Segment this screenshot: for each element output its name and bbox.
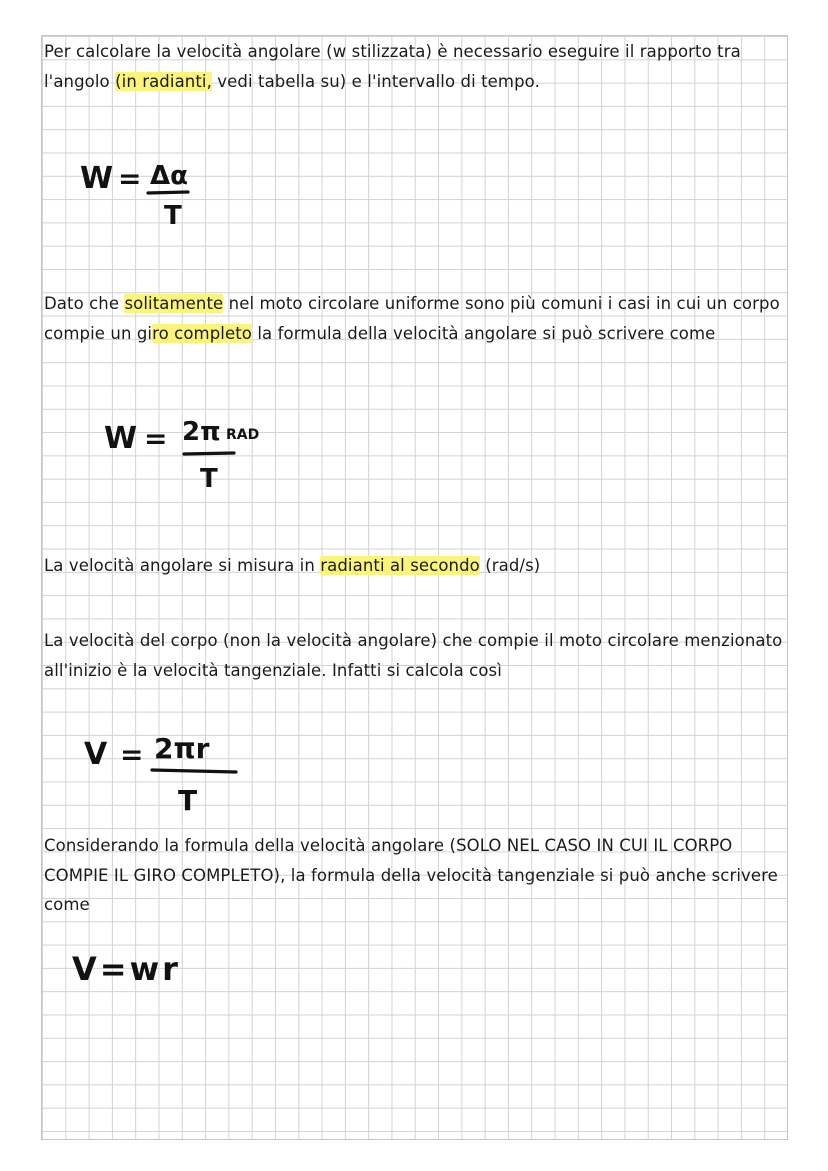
- para4-text: La velocità del corpo (non la velocità angolare) che compie il moto circolare menzionato all'inizio è la velocità tangenziale. Infatti si calcola così: [44, 631, 783, 680]
- f2-fraction-bar: [184, 453, 234, 454]
- f1-equals: =: [118, 162, 142, 195]
- f2-lhs: W: [104, 421, 138, 456]
- f3-numerator: 2πr: [154, 732, 210, 765]
- formula-v-equals-wr: [72, 945, 232, 999]
- f1-numerator: Δα: [150, 161, 188, 191]
- para5-text: Considerando la formula della velocità angolare (SOLO NEL CASO IN CUI IL CORPO COMPIE IL GIRO COMPLETO), la formula della velocità tangenziale si può anche scrivere come: [44, 836, 778, 914]
- f4-text: V=wr: [72, 950, 181, 988]
- para2-text-b: nel moto circolare uniforme sono più comuni i casi in cui un corpo compie un gi: [44, 294, 780, 343]
- f2-equals: =: [144, 422, 168, 455]
- formula-tangential-velocity: [84, 728, 264, 832]
- para3-text-a: La velocità angolare si misura in: [44, 556, 321, 575]
- f3-equals: =: [120, 738, 144, 771]
- f2-unit-rad: RAD: [226, 427, 260, 443]
- para1-text-a: Per calcolare la velocità angolare (w stilizzata) è necessario eseguire il rapporto tra l'angolo: [44, 42, 741, 91]
- f3-fraction-bar: [152, 770, 236, 772]
- para1-highlight: (in radianti,: [115, 71, 212, 91]
- f1-fraction-bar: [148, 192, 188, 193]
- paragraph-units: [44, 551, 784, 581]
- para2-highlight-2: ro completo: [152, 323, 252, 343]
- para3-highlight: radianti al secondo: [320, 556, 480, 575]
- formula-angular-velocity-full-turn: [104, 412, 304, 506]
- f3-lhs: V: [84, 737, 108, 772]
- paragraph-tangential-velocity: [44, 626, 784, 685]
- f2-numerator: 2π: [182, 417, 221, 447]
- formula-angular-velocity-delta: [80, 152, 220, 246]
- para2-text-c: la formula della velocità angolare si può scrivere come: [252, 323, 716, 343]
- paragraph-compact-formula: [44, 831, 784, 920]
- f2-denominator: T: [200, 464, 218, 494]
- f1-denominator: T: [164, 201, 182, 231]
- para2-text-a: Dato che: [44, 294, 125, 313]
- f3-denominator: T: [178, 784, 198, 817]
- f1-lhs: W: [80, 161, 114, 196]
- paragraph-full-turn: [44, 289, 784, 348]
- para2-highlight-1: solitamente: [124, 294, 224, 313]
- para1-text-b: vedi tabella su) e l'intervallo di tempo.: [211, 71, 540, 91]
- para3-text-b: (rad/s): [479, 556, 541, 575]
- paragraph-angular-velocity-intro: [44, 37, 784, 96]
